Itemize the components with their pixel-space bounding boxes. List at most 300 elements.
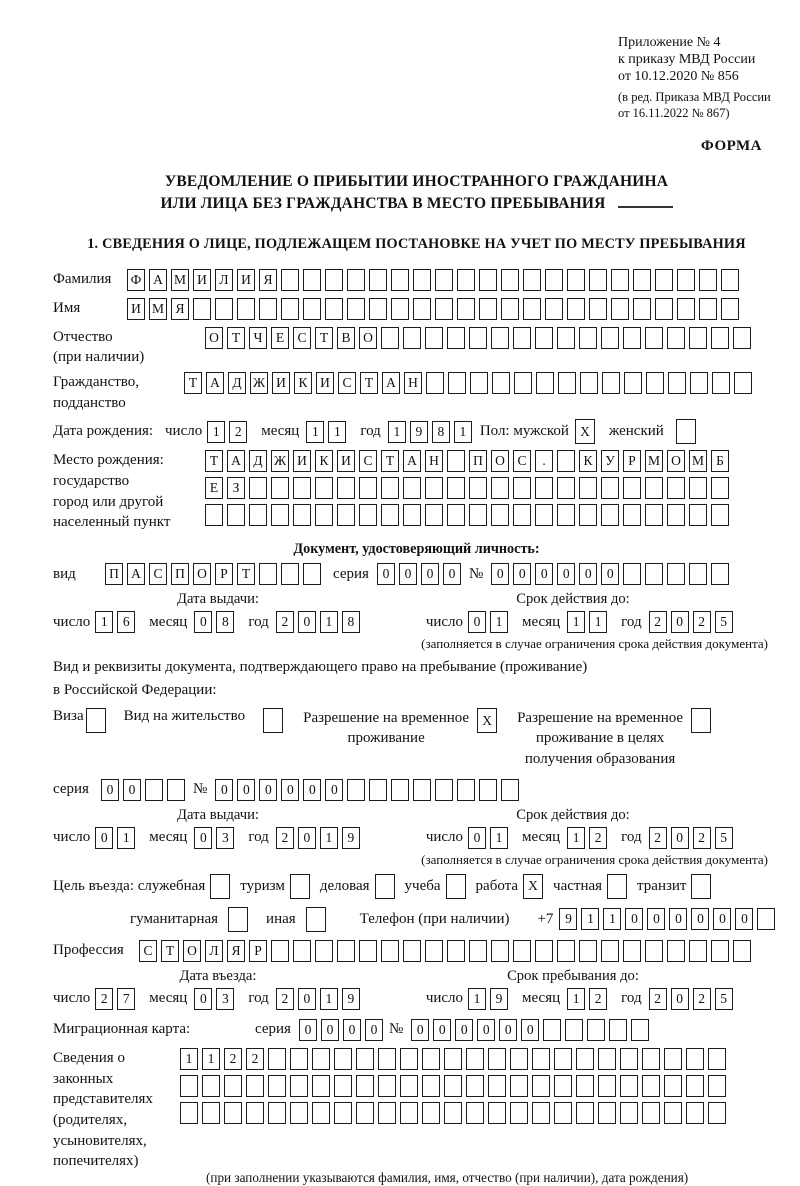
cell[interactable]: 0: [303, 779, 321, 801]
cell[interactable]: [601, 504, 619, 526]
cell[interactable]: [469, 940, 487, 962]
cell[interactable]: [576, 1102, 594, 1124]
cell[interactable]: 0: [455, 1019, 473, 1041]
cell[interactable]: [337, 477, 355, 499]
cell[interactable]: [491, 477, 509, 499]
cell[interactable]: 2: [649, 827, 667, 849]
cell[interactable]: [334, 1075, 352, 1097]
cell[interactable]: 1: [454, 421, 472, 443]
cell[interactable]: 0: [521, 1019, 539, 1041]
cell[interactable]: 0: [579, 563, 597, 585]
cell[interactable]: [281, 269, 299, 291]
cell[interactable]: Н: [404, 372, 422, 394]
cell[interactable]: [645, 563, 663, 585]
cell[interactable]: [312, 1048, 330, 1070]
cell[interactable]: М: [645, 450, 663, 472]
cell[interactable]: [557, 940, 575, 962]
cell[interactable]: 0: [671, 988, 689, 1010]
cell[interactable]: 1: [603, 908, 621, 930]
cell[interactable]: [589, 298, 607, 320]
cell[interactable]: 2: [693, 827, 711, 849]
cell[interactable]: [224, 1102, 242, 1124]
cell[interactable]: [668, 372, 686, 394]
cell[interactable]: [469, 477, 487, 499]
cell[interactable]: [378, 1102, 396, 1124]
cell[interactable]: [205, 504, 223, 526]
cell[interactable]: [413, 779, 431, 801]
cell[interactable]: 0: [194, 988, 212, 1010]
cell[interactable]: [513, 504, 531, 526]
cell[interactable]: [554, 1102, 572, 1124]
cell[interactable]: [554, 1048, 572, 1070]
cell[interactable]: 0: [557, 563, 575, 585]
cell[interactable]: 9: [342, 827, 360, 849]
cell[interactable]: [557, 504, 575, 526]
cell[interactable]: Т: [381, 450, 399, 472]
cell[interactable]: [711, 940, 729, 962]
cell[interactable]: М: [149, 298, 167, 320]
cell[interactable]: [587, 1019, 605, 1041]
cell[interactable]: О: [193, 563, 211, 585]
cell[interactable]: [667, 940, 685, 962]
cell[interactable]: [624, 372, 642, 394]
cell[interactable]: И: [293, 450, 311, 472]
cell[interactable]: [325, 298, 343, 320]
cell[interactable]: [721, 269, 739, 291]
cell[interactable]: С: [359, 450, 377, 472]
cell[interactable]: А: [403, 450, 421, 472]
cell[interactable]: С: [513, 450, 531, 472]
cell[interactable]: [447, 504, 465, 526]
cell[interactable]: [598, 1102, 616, 1124]
cell[interactable]: [347, 298, 365, 320]
cell[interactable]: [271, 477, 289, 499]
cell[interactable]: [479, 298, 497, 320]
cell[interactable]: Е: [205, 477, 223, 499]
cell[interactable]: 1: [567, 988, 585, 1010]
cell[interactable]: [734, 372, 752, 394]
cell[interactable]: [598, 1075, 616, 1097]
cell[interactable]: [513, 477, 531, 499]
cell[interactable]: [708, 1075, 726, 1097]
cell[interactable]: [444, 1102, 462, 1124]
cell[interactable]: 5: [715, 988, 733, 1010]
cell[interactable]: Т: [161, 940, 179, 962]
cell[interactable]: [268, 1048, 286, 1070]
cell[interactable]: [290, 1102, 308, 1124]
cell[interactable]: [576, 1048, 594, 1070]
cell[interactable]: 0: [321, 1019, 339, 1041]
cell[interactable]: С: [338, 372, 356, 394]
cell[interactable]: Е: [271, 327, 289, 349]
cell[interactable]: [645, 477, 663, 499]
cell[interactable]: 1: [320, 988, 338, 1010]
cell[interactable]: 0: [735, 908, 753, 930]
cell[interactable]: И: [337, 450, 355, 472]
cell[interactable]: 0: [421, 563, 439, 585]
cell[interactable]: А: [382, 372, 400, 394]
cell[interactable]: [642, 1075, 660, 1097]
cell[interactable]: 8: [342, 611, 360, 633]
cell[interactable]: [334, 1048, 352, 1070]
cell[interactable]: 1: [589, 611, 607, 633]
cell[interactable]: Т: [227, 327, 245, 349]
cell[interactable]: [359, 940, 377, 962]
cell[interactable]: 0: [443, 563, 461, 585]
cell[interactable]: [532, 1075, 550, 1097]
cell[interactable]: [667, 504, 685, 526]
cell[interactable]: 2: [224, 1048, 242, 1070]
cell[interactable]: 0: [625, 908, 643, 930]
cell[interactable]: [677, 298, 695, 320]
cell[interactable]: [686, 1102, 704, 1124]
cell[interactable]: [535, 327, 553, 349]
cell[interactable]: Н: [425, 450, 443, 472]
cell[interactable]: [381, 327, 399, 349]
cell[interactable]: [435, 298, 453, 320]
cell[interactable]: [645, 940, 663, 962]
cell[interactable]: [224, 1075, 242, 1097]
cell[interactable]: 0: [491, 563, 509, 585]
cell[interactable]: [444, 1075, 462, 1097]
cell[interactable]: [492, 372, 510, 394]
cell[interactable]: 0: [601, 563, 619, 585]
cell[interactable]: 1: [388, 421, 406, 443]
cell[interactable]: 1: [117, 827, 135, 849]
cell[interactable]: [167, 779, 185, 801]
cell[interactable]: [620, 1075, 638, 1097]
cell[interactable]: 9: [410, 421, 428, 443]
cell[interactable]: [513, 327, 531, 349]
cell[interactable]: [601, 327, 619, 349]
cell[interactable]: 0: [215, 779, 233, 801]
cell[interactable]: 2: [693, 988, 711, 1010]
cell[interactable]: [347, 779, 365, 801]
cell[interactable]: [510, 1075, 528, 1097]
cell[interactable]: [447, 450, 465, 472]
cell[interactable]: 2: [95, 988, 113, 1010]
cell[interactable]: [400, 1102, 418, 1124]
cell[interactable]: 2: [229, 421, 247, 443]
cell[interactable]: К: [294, 372, 312, 394]
cell[interactable]: 0: [411, 1019, 429, 1041]
cell[interactable]: Т: [237, 563, 255, 585]
cell[interactable]: [633, 298, 651, 320]
cell[interactable]: [491, 504, 509, 526]
cell[interactable]: [667, 477, 685, 499]
cell[interactable]: [180, 1075, 198, 1097]
cell[interactable]: [400, 1048, 418, 1070]
cell[interactable]: [712, 372, 730, 394]
cell[interactable]: 2: [589, 827, 607, 849]
cell[interactable]: 8: [432, 421, 450, 443]
cell[interactable]: [733, 327, 751, 349]
cell[interactable]: [290, 1048, 308, 1070]
cell[interactable]: [403, 477, 421, 499]
cell[interactable]: [325, 269, 343, 291]
cell[interactable]: [686, 1075, 704, 1097]
cell[interactable]: 3: [216, 988, 234, 1010]
cell[interactable]: 1: [468, 988, 486, 1010]
cell[interactable]: [501, 298, 519, 320]
cell[interactable]: [699, 269, 717, 291]
cell[interactable]: С: [139, 940, 157, 962]
cell[interactable]: О: [183, 940, 201, 962]
cell[interactable]: А: [206, 372, 224, 394]
cell[interactable]: [689, 477, 707, 499]
cell[interactable]: [315, 940, 333, 962]
cell[interactable]: [403, 504, 421, 526]
cell[interactable]: [633, 269, 651, 291]
cell[interactable]: [375, 874, 395, 899]
cell[interactable]: [642, 1102, 660, 1124]
cell[interactable]: 0: [399, 563, 417, 585]
cell[interactable]: [457, 269, 475, 291]
cell[interactable]: [655, 269, 673, 291]
cell[interactable]: [691, 708, 711, 733]
cell[interactable]: П: [171, 563, 189, 585]
cell[interactable]: 0: [194, 611, 212, 633]
cell[interactable]: [488, 1075, 506, 1097]
cell[interactable]: О: [491, 450, 509, 472]
cell[interactable]: [303, 563, 321, 585]
cell[interactable]: 5: [715, 827, 733, 849]
cell[interactable]: [543, 1019, 561, 1041]
cell[interactable]: И: [316, 372, 334, 394]
cell[interactable]: [598, 1048, 616, 1070]
cell[interactable]: [711, 477, 729, 499]
cell[interactable]: 0: [194, 827, 212, 849]
cell[interactable]: 0: [691, 908, 709, 930]
cell[interactable]: Р: [215, 563, 233, 585]
cell[interactable]: [249, 477, 267, 499]
cell[interactable]: [215, 298, 233, 320]
cell[interactable]: [290, 1075, 308, 1097]
cell[interactable]: Р: [249, 940, 267, 962]
cell[interactable]: [271, 940, 289, 962]
cell[interactable]: К: [315, 450, 333, 472]
cell[interactable]: 1: [567, 827, 585, 849]
cell[interactable]: [315, 477, 333, 499]
cell[interactable]: [237, 298, 255, 320]
cell[interactable]: [193, 298, 211, 320]
cell[interactable]: [426, 372, 444, 394]
cell[interactable]: 2: [693, 611, 711, 633]
cell[interactable]: [491, 940, 509, 962]
cell[interactable]: .: [535, 450, 553, 472]
cell[interactable]: [271, 504, 289, 526]
cell[interactable]: 1: [490, 827, 508, 849]
cell[interactable]: [246, 1075, 264, 1097]
cell[interactable]: [378, 1075, 396, 1097]
cell[interactable]: [623, 504, 641, 526]
cell[interactable]: 0: [299, 1019, 317, 1041]
cell[interactable]: [400, 1075, 418, 1097]
cell[interactable]: [293, 940, 311, 962]
cell[interactable]: [466, 1102, 484, 1124]
cell[interactable]: [545, 298, 563, 320]
cell[interactable]: 1: [180, 1048, 198, 1070]
cell[interactable]: [623, 477, 641, 499]
cell[interactable]: [535, 940, 553, 962]
cell[interactable]: 2: [246, 1048, 264, 1070]
cell[interactable]: О: [667, 450, 685, 472]
cell[interactable]: X: [477, 708, 497, 733]
cell[interactable]: И: [127, 298, 145, 320]
cell[interactable]: [623, 327, 641, 349]
cell[interactable]: 1: [567, 611, 585, 633]
cell[interactable]: [579, 477, 597, 499]
cell[interactable]: В: [337, 327, 355, 349]
cell[interactable]: [557, 477, 575, 499]
cell[interactable]: [347, 269, 365, 291]
cell[interactable]: [86, 708, 106, 733]
cell[interactable]: [510, 1048, 528, 1070]
cell[interactable]: 1: [95, 611, 113, 633]
cell[interactable]: [557, 450, 575, 472]
cell[interactable]: [535, 477, 553, 499]
cell[interactable]: Ф: [127, 269, 145, 291]
cell[interactable]: 0: [259, 779, 277, 801]
cell[interactable]: [470, 372, 488, 394]
cell[interactable]: [532, 1048, 550, 1070]
cell[interactable]: [303, 269, 321, 291]
cell[interactable]: [413, 298, 431, 320]
cell[interactable]: [378, 1048, 396, 1070]
cell[interactable]: [469, 504, 487, 526]
cell[interactable]: [689, 940, 707, 962]
cell[interactable]: Т: [184, 372, 202, 394]
cell[interactable]: [391, 298, 409, 320]
cell[interactable]: [422, 1075, 440, 1097]
cell[interactable]: 8: [216, 611, 234, 633]
cell[interactable]: П: [469, 450, 487, 472]
cell[interactable]: [523, 269, 541, 291]
cell[interactable]: И: [237, 269, 255, 291]
cell[interactable]: Я: [227, 940, 245, 962]
cell[interactable]: [708, 1048, 726, 1070]
cell[interactable]: [579, 504, 597, 526]
cell[interactable]: [488, 1102, 506, 1124]
cell[interactable]: А: [227, 450, 245, 472]
cell[interactable]: [689, 504, 707, 526]
cell[interactable]: [425, 940, 443, 962]
cell[interactable]: [545, 269, 563, 291]
cell[interactable]: [145, 779, 163, 801]
cell[interactable]: [435, 779, 453, 801]
cell[interactable]: [631, 1019, 649, 1041]
cell[interactable]: [268, 1102, 286, 1124]
cell[interactable]: 0: [535, 563, 553, 585]
cell[interactable]: [259, 298, 277, 320]
cell[interactable]: [580, 372, 598, 394]
cell[interactable]: [457, 779, 475, 801]
cell[interactable]: [334, 1102, 352, 1124]
cell[interactable]: [479, 779, 497, 801]
cell[interactable]: [479, 269, 497, 291]
cell[interactable]: 0: [123, 779, 141, 801]
cell[interactable]: [686, 1048, 704, 1070]
cell[interactable]: 0: [95, 827, 113, 849]
cell[interactable]: 0: [468, 827, 486, 849]
cell[interactable]: С: [293, 327, 311, 349]
cell[interactable]: [425, 327, 443, 349]
cell[interactable]: [607, 874, 627, 899]
cell[interactable]: [757, 908, 775, 930]
cell[interactable]: [466, 1075, 484, 1097]
cell[interactable]: [689, 563, 707, 585]
cell[interactable]: [642, 1048, 660, 1070]
cell[interactable]: [501, 779, 519, 801]
cell[interactable]: 0: [365, 1019, 383, 1041]
cell[interactable]: П: [105, 563, 123, 585]
cell[interactable]: [403, 327, 421, 349]
cell[interactable]: 2: [276, 988, 294, 1010]
cell[interactable]: О: [205, 327, 223, 349]
cell[interactable]: [601, 477, 619, 499]
cell[interactable]: [576, 1075, 594, 1097]
cell[interactable]: [721, 298, 739, 320]
cell[interactable]: [664, 1048, 682, 1070]
cell[interactable]: [306, 907, 326, 932]
cell[interactable]: Д: [249, 450, 267, 472]
cell[interactable]: [602, 372, 620, 394]
cell[interactable]: [425, 504, 443, 526]
cell[interactable]: [447, 327, 465, 349]
cell[interactable]: [565, 1019, 583, 1041]
cell[interactable]: [623, 940, 641, 962]
cell[interactable]: 0: [477, 1019, 495, 1041]
cell[interactable]: [535, 504, 553, 526]
cell[interactable]: З: [227, 477, 245, 499]
cell[interactable]: 2: [649, 611, 667, 633]
cell[interactable]: М: [689, 450, 707, 472]
cell[interactable]: 0: [298, 611, 316, 633]
cell[interactable]: С: [149, 563, 167, 585]
cell[interactable]: 0: [325, 779, 343, 801]
cell[interactable]: [510, 1102, 528, 1124]
cell[interactable]: 0: [513, 563, 531, 585]
cell[interactable]: [523, 298, 541, 320]
cell[interactable]: [655, 298, 673, 320]
cell[interactable]: [513, 940, 531, 962]
cell[interactable]: [391, 779, 409, 801]
cell[interactable]: И: [272, 372, 290, 394]
cell[interactable]: 2: [649, 988, 667, 1010]
cell[interactable]: [425, 477, 443, 499]
cell[interactable]: 7: [117, 988, 135, 1010]
cell[interactable]: Ж: [250, 372, 268, 394]
cell[interactable]: У: [601, 450, 619, 472]
cell[interactable]: [356, 1048, 374, 1070]
cell[interactable]: Я: [259, 269, 277, 291]
cell[interactable]: [303, 298, 321, 320]
cell[interactable]: 9: [490, 988, 508, 1010]
cell[interactable]: Т: [360, 372, 378, 394]
cell[interactable]: [312, 1102, 330, 1124]
cell[interactable]: [259, 563, 277, 585]
cell[interactable]: [557, 327, 575, 349]
cell[interactable]: [711, 563, 729, 585]
cell[interactable]: 0: [377, 563, 395, 585]
cell[interactable]: 5: [715, 611, 733, 633]
cell[interactable]: [356, 1075, 374, 1097]
cell[interactable]: [690, 372, 708, 394]
cell[interactable]: [664, 1075, 682, 1097]
cell[interactable]: 2: [276, 611, 294, 633]
cell[interactable]: [422, 1048, 440, 1070]
cell[interactable]: [268, 1075, 286, 1097]
